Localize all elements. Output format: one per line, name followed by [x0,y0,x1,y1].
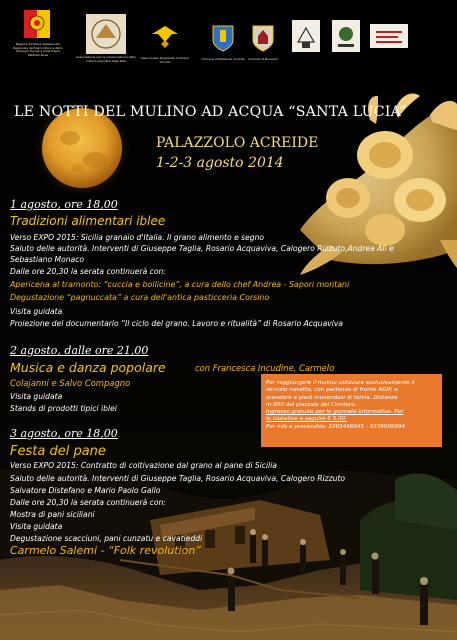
event-title: LE NOTTI DEL MULINO AD ACQUA “SANTA LUCIA” [14,104,407,120]
associazione-logo [86,14,126,58]
day1-line: Verso EXPO 2015: Sicilia granaio d'Italia. Il grano alimento e segno [10,233,265,242]
event-dates: 1-2-3 agosto 2014 [156,155,284,171]
day3-line: Salvatore Distefano e Mario Paolo Gallo [10,486,161,495]
sponsor-logo-8 [370,24,408,52]
logo-caption-5: Comune di Buscemi [248,57,278,61]
day3-line: Mostra di pani siciliani [10,510,95,519]
logo-caption-3: Casa museo Regionale Antonino Uccello [140,56,190,64]
info-line: le iniziative a seguire € 5,00. [266,416,347,423]
day1-header: 1 agosto, ore 18,00 [10,198,118,211]
regione-siciliana-logo [24,10,50,42]
palazzolo-acreide-crest-icon [212,24,234,56]
sponsor-logos [0,0,457,96]
info-line: Per raggiungere il mulino utilizzare esclusivamente il [266,380,415,386]
day2-title: Musica e danza popolare [10,360,166,375]
day1-highlight: Degustazione “pagnuccata” a cura dell'antica pasticceria Corsino [10,293,270,302]
day1-highlight: Apericena al tramonto: “cuccia e bollicine”, a cura dello chef Andrea - Sapori montani [10,280,350,289]
logo-caption-2: Associazione per la conservazione della cultura popolare degli Iblei [76,55,136,63]
info-line: scendere a piedi munendosi di torcia. Distanza [266,394,398,401]
day2-line: Visita guidata [10,392,63,401]
day3-line: Degustazione scacciuni, pani cunzatu e cavatieddi [10,534,203,543]
day1-line: Proiezione del documentario “Il ciclo del grano. Lavoro e ritualità” di Rosario Acquaviva [10,319,344,328]
day3-line: Verso EXPO 2015: Contratto di coltivazione dal grano al pane di Sicilia [10,461,277,470]
day1-line: Saluto delle autorità. Interventi di Giuseppe Taglia, Rosario Acquaviva, Calogero Rizzuto,Andrea Alì e [10,244,394,253]
day1-line: Visita guidata [10,307,63,316]
info-line: servizio navetta, con partenza di fronte AGIP, o [266,387,398,394]
event-place: PALAZZOLO ACREIDE [156,135,319,151]
info-box [261,374,442,447]
day2-performers: Colajanni e Salvo Compagno [10,378,131,388]
logo-caption-1: Regione Siciliana Assessorato Regionale dell'Agricoltura e dello Sviluppo Rurale e della Pesca Mediterranea [13,42,63,57]
day3-line: Dalle ore 20,30 la serata continuerà con: [10,498,166,507]
day2-performers: con Francesca Incudine, Carmelo [195,363,335,373]
info-contact: Per info e prevendita: 3283446945 - 3339999994 [266,423,406,430]
logo-caption-4: Comune di Palazzolo Acreide [201,57,245,61]
day3-header: 3 agosto, ore 18,00 [10,427,118,440]
day1-title: Tradizioni alimentari iblee [10,214,166,228]
info-line: m.800 dal piazzale del Cimitero. [266,401,357,408]
day2-line: Stands di prodotti tipici iblei [10,404,117,413]
day2-header: 2 agosto, dalle ore 21,00 [10,344,149,357]
day3-finale: Carmelo Salemi - “Folk revolution” [10,544,201,557]
day1-line: Sebastiano Monaco [10,255,85,264]
info-line: Ingresso gratuito per le giornate informative. Per [266,409,404,416]
buscemi-crest-icon [252,24,274,56]
day1-line: Dalle ore 20,30 la serata continuerà con: [10,267,166,276]
day3-title: Festa del pane [10,444,106,459]
sponsor-logo-6 [292,20,320,56]
day3-line: Visita guidata [10,522,63,531]
sponsor-logo-7 [332,20,360,56]
casa-museo-logo [152,24,178,52]
day3-line: Saluto delle autorità. Interventi di Giuseppe Taglia, Rosario Acquaviva, Calogero Rizzuto [10,474,346,483]
